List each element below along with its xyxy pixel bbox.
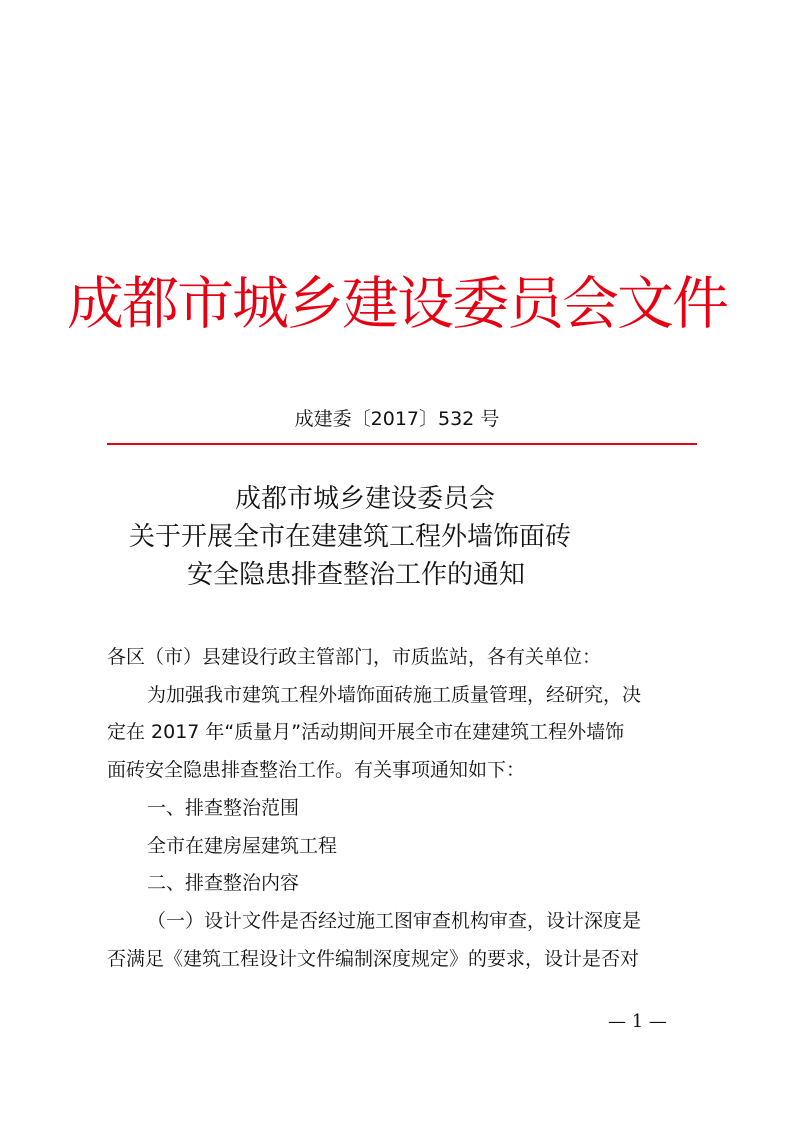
item-1-line-2: 否满足《建筑工程设计文件编制深度规定》的要求，设计是否对	[107, 948, 640, 970]
page-number: — 1 —	[608, 1011, 667, 1032]
intro-paragraph-line-1: 为加强我市建筑工程外墙饰面砖施工质量管理，经研究，决	[147, 684, 642, 706]
item-1-line-1: （一）设计文件是否经过施工图审查机构审查，设计深度是	[147, 910, 642, 932]
document-number: 成建委〔2017〕532 号	[294, 408, 500, 430]
section-2-heading: 二、排查整治内容	[147, 872, 300, 894]
section-1-heading: 一、排查整治范围	[147, 797, 300, 819]
document-header-title: 成都市城乡建设委员会文件	[67, 271, 727, 337]
notice-title-line-3: 安全隐患排查整治工作的通知	[187, 560, 526, 590]
section-1-text: 全市在建房屋建筑工程	[147, 835, 338, 857]
intro-paragraph-line-2: 定在 2017 年“质量月”活动期间开展全市在建建筑工程外墙饰	[107, 721, 625, 743]
notice-title-line-1: 成都市城乡建设委员会	[235, 484, 496, 514]
intro-paragraph-line-3: 面砖安全隐患排查整治工作。有关事项通知如下：	[107, 759, 526, 781]
addressee-line: 各区（市）县建设行政主管部门，市质监站，各有关单位：	[107, 646, 602, 668]
red-divider-line	[107, 443, 697, 445]
notice-title-line-2: 关于开展全市在建建筑工程外墙饰面砖	[129, 522, 572, 552]
